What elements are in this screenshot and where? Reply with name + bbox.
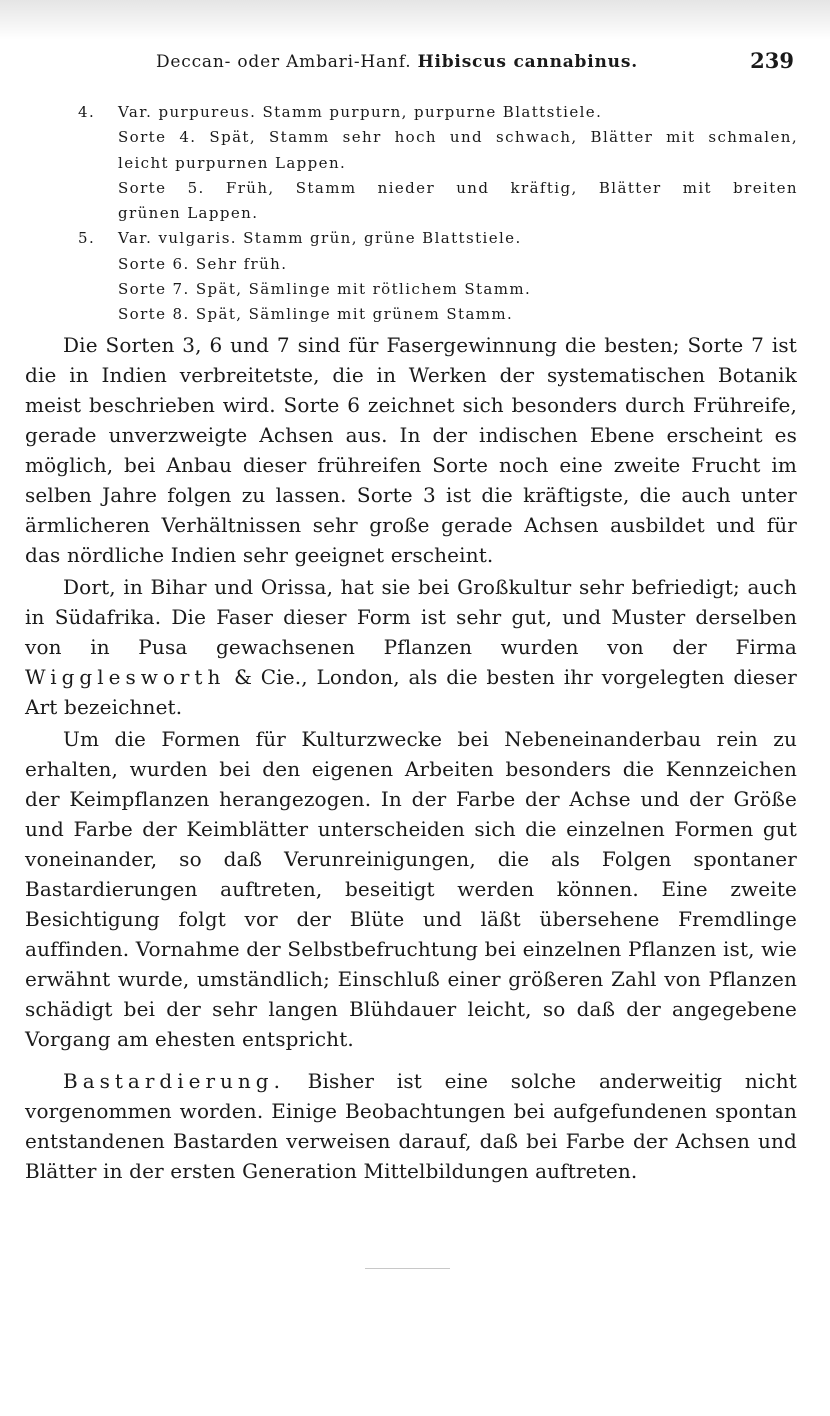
variety-number: 5.	[78, 229, 96, 248]
running-title-prefix: Deccan- oder Ambari-Hanf.	[156, 52, 412, 72]
sort-continuation: leicht purpurnen Lappen.	[118, 153, 347, 172]
paragraph-bihar-text: Dort, in Bihar und Orissa, hat sie bei Großkultur sehr befriedigt; auch in Südafrika. Die Faser dieser Form ist sehr gut, und Muster derselben von in Pusa gewachsenen Pflanzen wurden von der Firma	[25, 575, 797, 659]
sort-continuation: grünen Lappen.	[118, 204, 259, 223]
footer-divider	[365, 1268, 450, 1269]
firm-name: Wigglesworth	[25, 665, 226, 689]
page-number: 239	[750, 48, 794, 73]
paragraph-bihar	[25, 572, 797, 722]
scan-edge-shadow	[0, 0, 830, 40]
sort-line: Sorte 8. Spät, Sämlinge mit grünem Stamm.	[118, 305, 514, 324]
variety-item	[78, 226, 798, 251]
paragraph-bastardierung-text: Bisher ist eine solche anderweitig nicht vorgenommen worden. Einige Beobachtungen bei aufgefundenen spontan entstandenen Bastarden verweisen darauf, daß bei Farbe der Achsen und Blätter in der ersten Generation Mittelbildungen auftreten.	[25, 1069, 797, 1183]
variety-text: Var. purpureus. Stamm purpurn, purpurne Blattstiele.	[118, 103, 603, 121]
body-text	[25, 330, 797, 1188]
paragraph-kulturzwecke: Um die Formen für Kulturzwecke bei Nebeneinanderbau rein zu erhalten, wurden bei den eigenen Arbeiten besonders die Kennzeichen der Keimpflanzen herangezogen. In der Farbe der Achse und der Größe und Farbe der Keimblätter unterscheiden sich die einzelnen Formen gut voneinander, so daß Verunreinigungen, die als Folgen spontaner Bastardierungen auftreten, beseitigt werden können. Eine zweite Besichtigung folgt vor der Blüte und läßt übersehene Fremdlinge auffinden. Vornahme der Selbstbefruchtung bei einzelnen Pflanzen ist, wie erwähnt wurde, umständlich; Einschluß einer größeren Zahl von Pflanzen schädigt bei der sehr langen Blühdauer leicht, so daß der angegebene Vorgang am ehesten entspricht.	[25, 727, 797, 1051]
sort-line: Sorte 6. Sehr früh.	[118, 254, 288, 273]
sort-line: Sorte 4. Spät, Stamm sehr hoch und schwach, Blätter mit schmalen,	[118, 128, 798, 147]
variety-list	[78, 100, 798, 328]
sort-line: Sorte 7. Spät, Sämlinge mit rötlichem Stamm.	[118, 280, 532, 299]
variety-number: 4.	[78, 103, 96, 121]
variety-text: Var. vulgaris. Stamm grün, grüne Blattstiele.	[118, 229, 522, 248]
running-head	[60, 48, 800, 82]
running-title-species: Hibiscus cannabinus.	[417, 52, 638, 72]
paragraph-bihar-end: & Cie., London, als die besten ihr vorgelegten dieser Art bezeichnet.	[25, 665, 797, 719]
running-title	[156, 52, 638, 72]
paragraph-bastardierung	[25, 1066, 797, 1186]
sort-line: Sorte 5. Früh, Stamm nieder und kräftig, Blätter mit breiten	[118, 178, 798, 197]
section-heading-bastardierung: Bastardierung.	[63, 1069, 285, 1093]
variety-item	[78, 100, 798, 125]
paragraph-sorten: Die Sorten 3, 6 und 7 sind für Fasergewinnung die besten; Sorte 7 ist die in Indien verbreitetste, die in Werken der systematischen Botanik meist beschrieben wird. Sorte 6 zeichnet sich besonders durch Frühreife, gerade unverzweigte Achsen aus. In der indischen Ebene erscheint es möglich, bei Anbau dieser frühreifen Sorte noch eine zweite Frucht im selben Jahre folgen zu lassen. Sorte 3 ist die kräftigste, die auch unter ärmlicheren Verhältnissen sehr große gerade Achsen ausbildet und für das nördliche Indien sehr geeignet erscheint.	[25, 333, 797, 567]
